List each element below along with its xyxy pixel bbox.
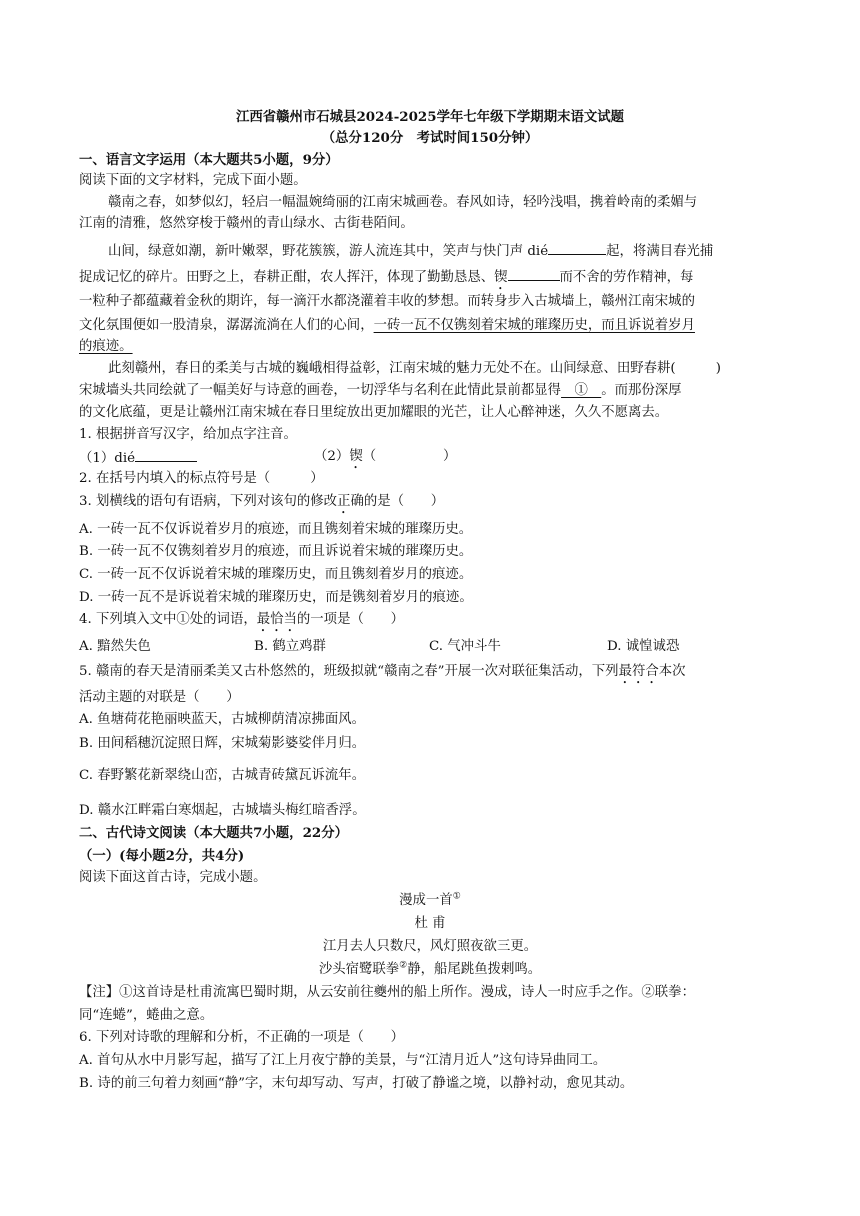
option-d: D. 诚惶诚恐 — [607, 639, 680, 654]
section1-heading: 一、语言文字运用（本大题共5小题，9分） — [79, 152, 339, 168]
section2-sub-heading: （一）(每小题2分，共4分) — [79, 848, 245, 864]
question-3 — [79, 492, 444, 517]
q1-part-a: （1）dié — [79, 451, 136, 466]
passage-line: 的文化底蕴，更是让赣州江南宋城在春日里绽放出更加耀眼的光芒，让人心醉神迷，久久不愿离去。 — [79, 405, 669, 420]
question-5-cont: 活动主题的对联是（ ） — [79, 690, 240, 705]
question-6: 6. 下列对诗歌的理解和分析，不正确的一项是（ ） — [79, 1030, 405, 1045]
option-a: A. 鱼塘荷花艳丽映蓝天，古城柳荫清凉拂面风。 — [79, 712, 365, 727]
q4-text: 的一项是（ ） — [296, 612, 405, 627]
option-a: A. 一砖一瓦不仅诉说着岁月的痕迹，而且镌刻着宋城的璀璨历史。 — [79, 522, 473, 537]
section2-intro: 阅读下面这首古诗，完成小题。 — [79, 870, 267, 885]
dotted-chars: 最符合 — [618, 664, 659, 679]
poem-text: 沙头宿鹭联拳 — [318, 962, 400, 977]
answer-blank — [135, 447, 197, 462]
exam-title: 江西省赣州市石城县2024-2025学年七年级下学期期末语文试题 — [235, 109, 625, 125]
footnote-mark: ① — [452, 891, 461, 902]
exam-subtitle: （总分120分 考试时间150分钟） — [321, 130, 539, 146]
q3-text: 确的是（ ） — [350, 494, 445, 509]
passage-line — [108, 240, 713, 262]
dotted-char: 锲 — [494, 270, 508, 285]
poem-line — [0, 960, 860, 980]
option-c: C. 一砖一瓦不仅诉说着宋城的璀璨历史，而且镌刻着岁月的痕迹。 — [79, 567, 473, 582]
passage-line: 此刻赣州，春日的柔美与古城的巍峨相得益彰，江南宋城的魅力无处不在。山间绿意、田野春耕( ) — [108, 361, 722, 376]
underlined-sentence: 的痕迹。 — [79, 339, 133, 354]
answer-blank-1: ① — [561, 383, 602, 398]
option-d: D. 赣水江畔霜白寒烟起，古城墙头梅红暗香浮。 — [79, 803, 366, 818]
section2-heading: 二、古代诗文阅读（本大题共7小题，22分） — [79, 825, 348, 841]
question-4 — [79, 610, 404, 635]
passage-line — [79, 381, 682, 401]
option-c: C. 气冲斗牛 — [429, 639, 501, 654]
option-b: B. 田间稻穗沉淀照日辉，宋城菊影婆娑伴月归。 — [79, 736, 366, 751]
passage-line: 江南的清雅，悠然穿梭于赣州的青山绿水、古街巷陌间。 — [79, 216, 414, 231]
dotted-chars: 最恰当 — [256, 612, 297, 627]
poem-text: 静，船尾跳鱼拨剌鸣。 — [407, 962, 542, 977]
q1-part-b — [314, 447, 456, 472]
underlined-sentence: 一砖一瓦不仅镌刻着宋城的璀璨历史，而且诉说着岁月 — [373, 318, 695, 333]
passage-text: 。而那份深厚 — [601, 383, 682, 398]
passage-text: 文化氛围便如一股清泉，潺潺流淌在人们的心间， — [79, 318, 374, 333]
q5-text: 本次 — [658, 664, 686, 679]
q4-text: 4. 下列填入文中①处的词语， — [79, 612, 257, 627]
option-a: A. 首句从水中月影写起，描写了江上月夜宁静的美景，与“江清月近人”这句诗异曲同工。 — [79, 1053, 607, 1068]
q1b-bracket: （ ） — [362, 449, 457, 464]
dotted-char: 锲 — [349, 449, 363, 464]
passage-text: 捉成记忆的碎片。田野之上，春耕正酣，农人挥汗，体现了勤勤恳恳、 — [79, 270, 495, 285]
passage-line — [79, 316, 695, 336]
question-5 — [79, 662, 686, 687]
answer-blank — [548, 240, 606, 255]
passage-text: 而不舍的劳作精神，每 — [559, 270, 694, 285]
question-1-items — [79, 447, 197, 469]
option-b: B. 一砖一瓦不仅镌刻着岁月的痕迹，而且诉说着宋城的璀璨历史。 — [79, 544, 473, 559]
passage-text: 起，将满目春光捕 — [606, 244, 714, 259]
poem-note: 【注】①这首诗是杜甫流寓巴蜀时期，从云安前往夔州的船上所作。漫成，诗人一时应手之作。②联拳： — [79, 985, 695, 1000]
poem-author: 杜 甫 — [414, 916, 446, 931]
option-b: B. 鹤立鸡群 — [254, 639, 326, 654]
q1b-label: （2） — [314, 449, 350, 464]
passage-line — [79, 337, 133, 357]
poem-title-text: 漫成一首 — [399, 893, 453, 908]
passage-line — [79, 266, 693, 293]
q3-text: 3. 划横线的语句有语病，下列对该句的修改 — [79, 494, 338, 509]
question-1: 1. 根据拼音写汉字，给加点字注音。 — [79, 427, 297, 442]
option-b: B. 诗的前三句着力刻画“静”字，末句却写动、写声，打破了静谧之境，以静衬动，愈见其动。 — [79, 1076, 634, 1091]
passage-line: 赣南之春，如梦似幻，轻启一幅温婉绮丽的江南宋城画卷。春风如诗，轻吟浅唱，携着岭南的柔媚与 — [108, 195, 698, 210]
option-c: C. 春野繁花新翠绕山峦，古城青砖黛瓦诉流年。 — [79, 768, 366, 783]
section1-intro: 阅读下面的文字材料，完成下面小题。 — [79, 173, 307, 188]
footnote-mark: ② — [399, 960, 408, 971]
option-a: A. 黯然失色 — [79, 639, 151, 654]
option-d: D. 一砖一瓦不是诉说着宋城的璀璨历史，而是镌刻着岁月的痕迹。 — [79, 590, 473, 605]
passage-line: 一粒种子都蕴藏着金秋的期许，每一滴汗水都浇灌着丰收的梦想。而转身步入古城墙上，赣州江南宋城的 — [79, 294, 695, 309]
poem-line: 江月去人只数尺，风灯照夜欲三更。 — [322, 939, 538, 954]
question-2: 2. 在括号内填入的标点符号是（ ） — [79, 471, 324, 486]
answer-blank — [508, 266, 560, 281]
poem-note: 同“连蜷”，蜷曲之意。 — [79, 1008, 214, 1023]
q5-text: 5. 赣南的春天是清丽柔美又古朴悠然的，班级拟就“赣南之春”开展一次对联征集活动，下列 — [79, 664, 619, 679]
dotted-char: 正 — [337, 494, 351, 509]
poem-title — [0, 891, 860, 911]
passage-text: 山间，绿意如潮，新叶嫩翠，野花簇簇，游人流连其中，笑声与快门声 dié — [108, 244, 549, 259]
passage-text: 宋城墙头共同绘就了一幅美好与诗意的画卷，一切浮华与名利在此情此景前都显得 — [79, 383, 562, 398]
